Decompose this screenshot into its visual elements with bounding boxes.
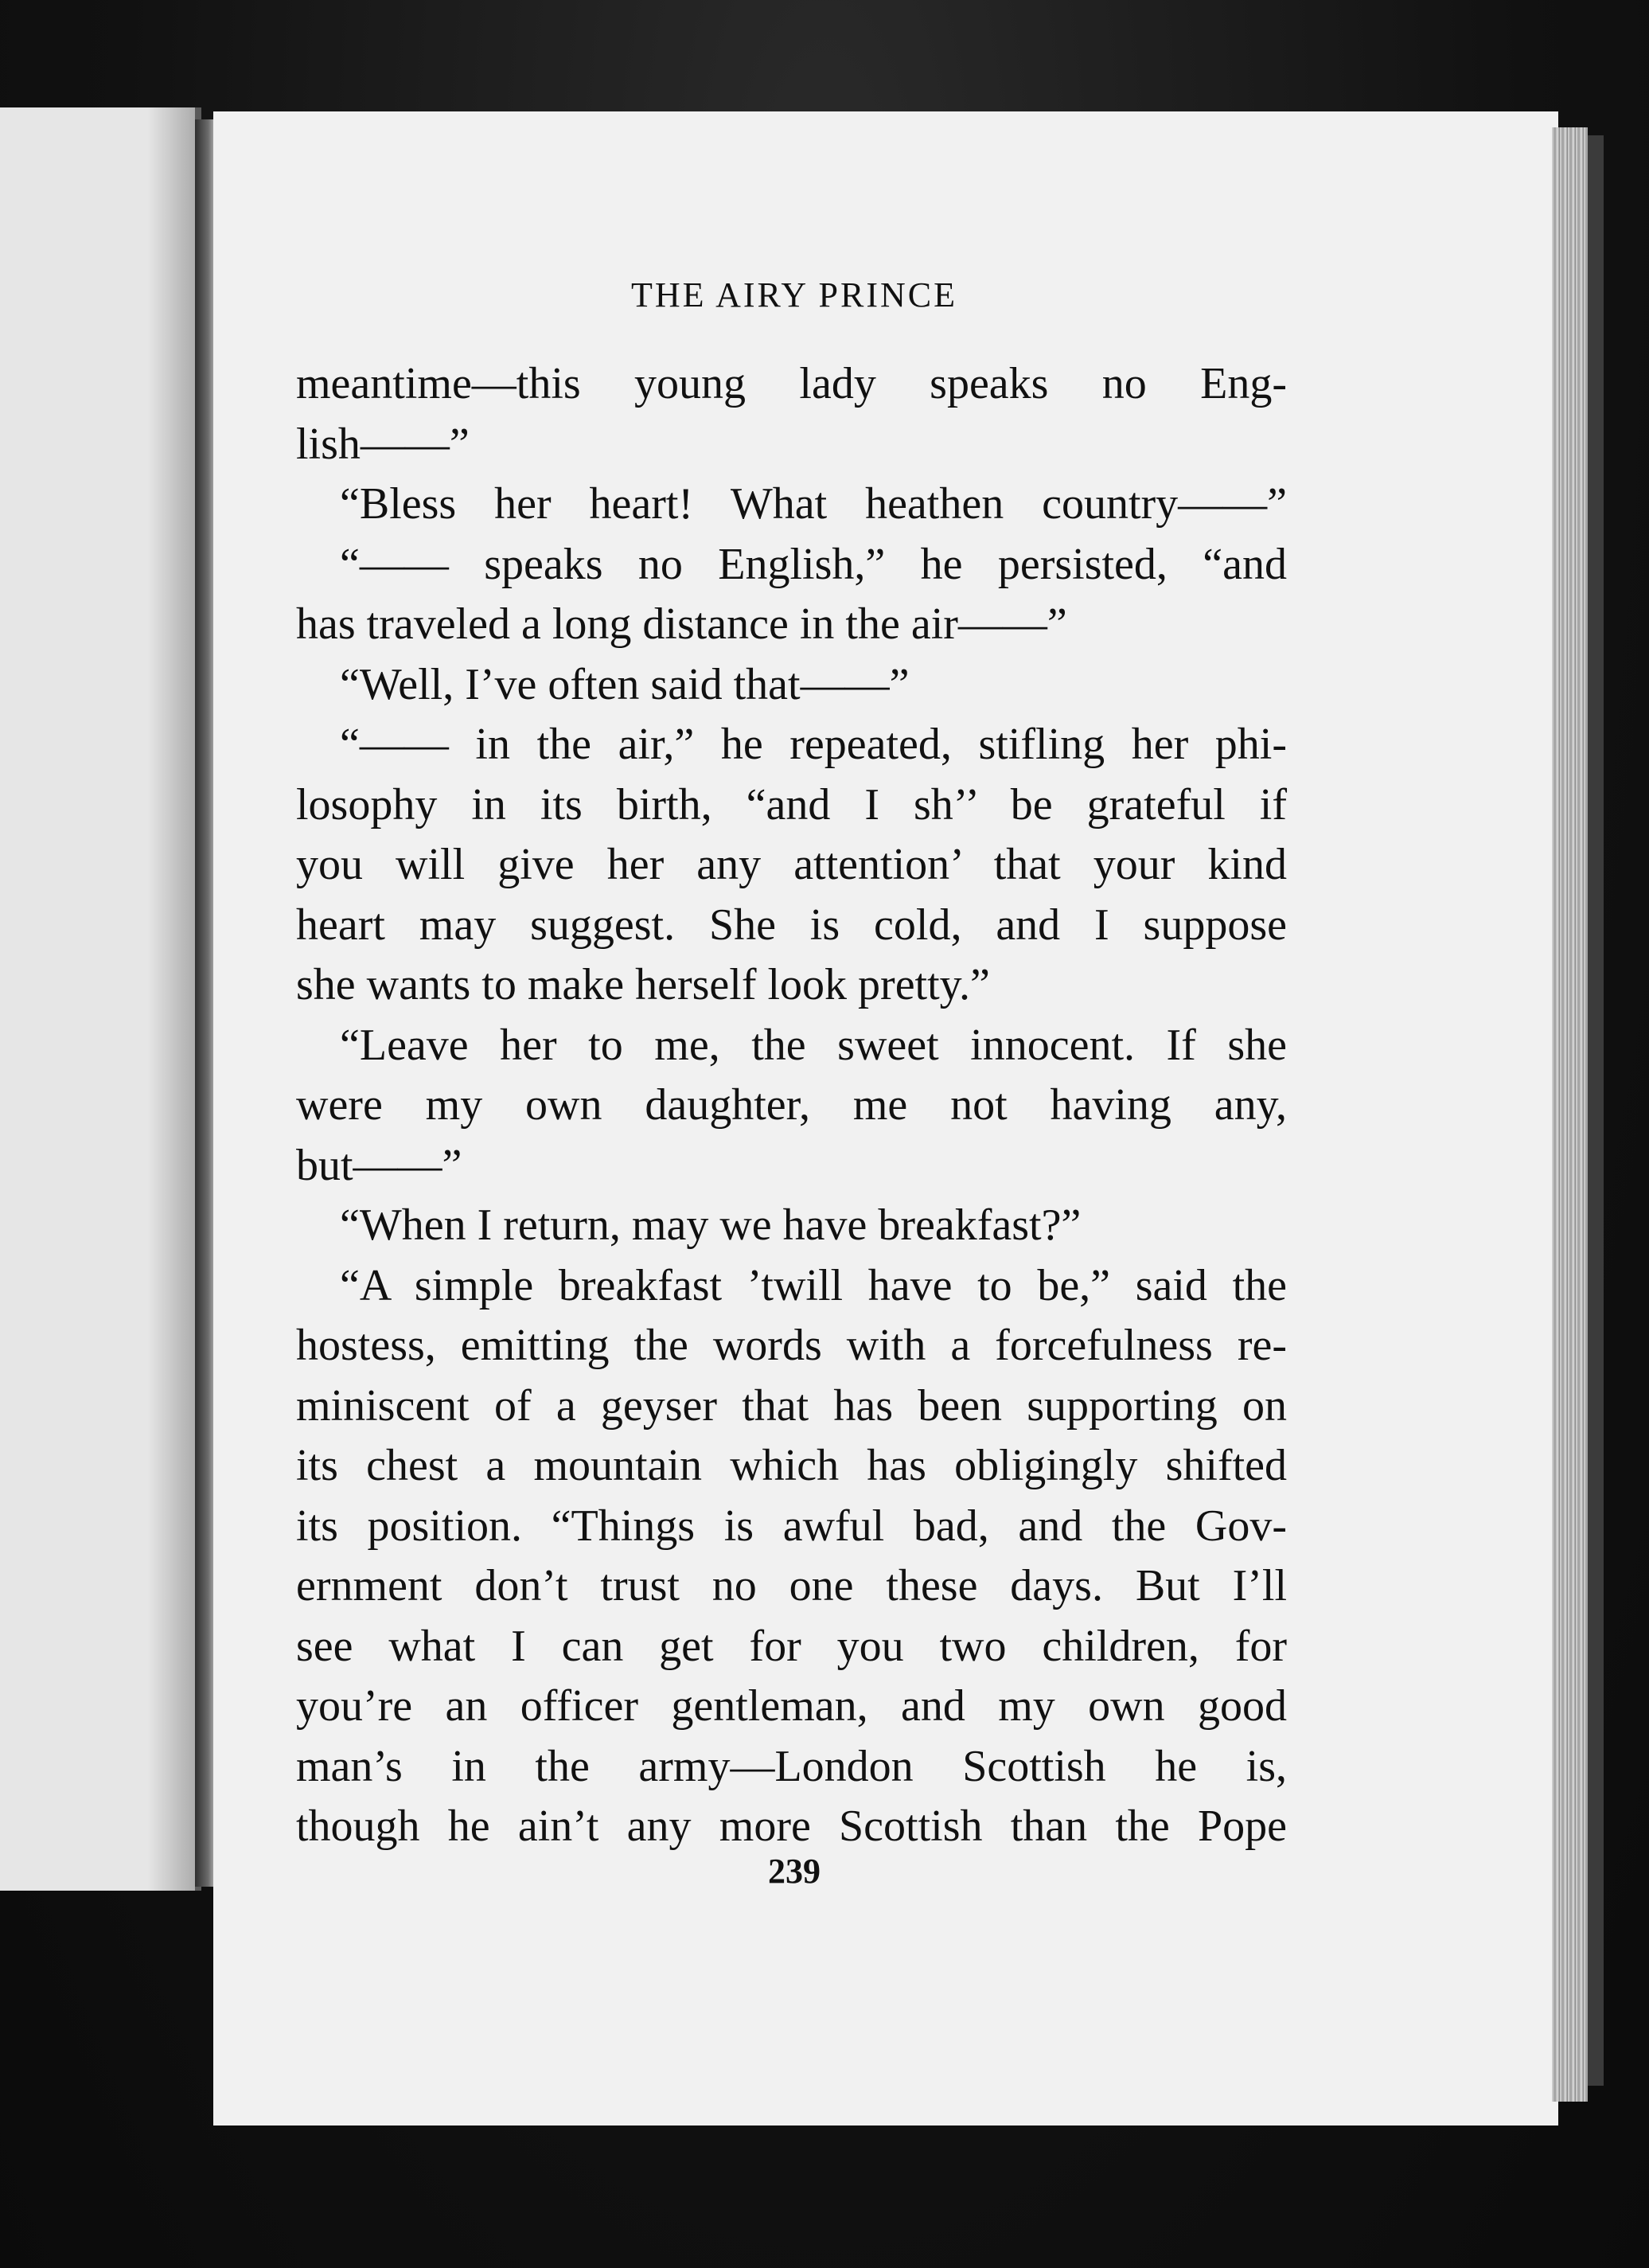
text-line: its chest a mountain which has obligingly shifted xyxy=(296,1441,1287,1490)
text-line: you will give her any attention’ that your kind xyxy=(296,840,1287,889)
body-text xyxy=(296,354,1287,1857)
text-line: “Leave her to me, the sweet innocent. If she xyxy=(340,1020,1287,1070)
text-line: “—— in the air,” he repeated, stifling her phi- xyxy=(340,720,1287,769)
running-head: THE AIRY PRINCE xyxy=(630,275,958,314)
text-line: “When I return, may we have breakfast?” xyxy=(340,1200,1082,1250)
text-line: but——” xyxy=(296,1140,462,1190)
text-line: meantime—this young lady speaks no Eng- xyxy=(296,359,1287,408)
page-edges xyxy=(1552,127,1588,2102)
left-page-shadow xyxy=(147,107,195,1891)
text-line: hostess, emitting the words with a forcefulness re- xyxy=(296,1321,1287,1370)
text-line: “Well, I’ve often said that——” xyxy=(340,659,910,709)
text-line: “—— speaks no English,” he persisted, “and xyxy=(340,539,1287,589)
text-line: were my own daughter, me not having any, xyxy=(296,1080,1287,1130)
text-line: miniscent of a geyser that has been supporting on xyxy=(296,1380,1287,1431)
left-page-fragment xyxy=(0,107,201,1891)
page-number: 239 xyxy=(768,1852,821,1891)
text-line: heart may suggest. She is cold, and I suppose xyxy=(296,900,1287,950)
text-line: you’re an officer gentleman, and my own good xyxy=(296,1681,1287,1731)
text-line: “A simple breakfast ’twill have to be,” said the xyxy=(340,1260,1287,1310)
text-line: see what I can get for you two children, for xyxy=(296,1621,1287,1671)
text-line: has traveled a long distance in the air——” xyxy=(296,599,1067,649)
text-line: “Bless her heart! What heathen country——” xyxy=(340,479,1287,529)
text-line: though he ain’t any more Scottish than the Pope xyxy=(296,1802,1287,1851)
text-line: its position. “Things is awful bad, and the Gov- xyxy=(296,1501,1287,1551)
text-line: man’s in the army—London Scottish he is, xyxy=(296,1741,1287,1791)
text-line: she wants to make herself look pretty.” xyxy=(296,960,990,1009)
book-cover-edge xyxy=(1588,135,1604,2086)
text-line: ernment don’t trust no one these days. But I’ll xyxy=(296,1561,1287,1610)
text-line: losophy in its birth, “and I sh’’ be grateful if xyxy=(296,779,1287,830)
text-line: lish——” xyxy=(296,419,470,469)
